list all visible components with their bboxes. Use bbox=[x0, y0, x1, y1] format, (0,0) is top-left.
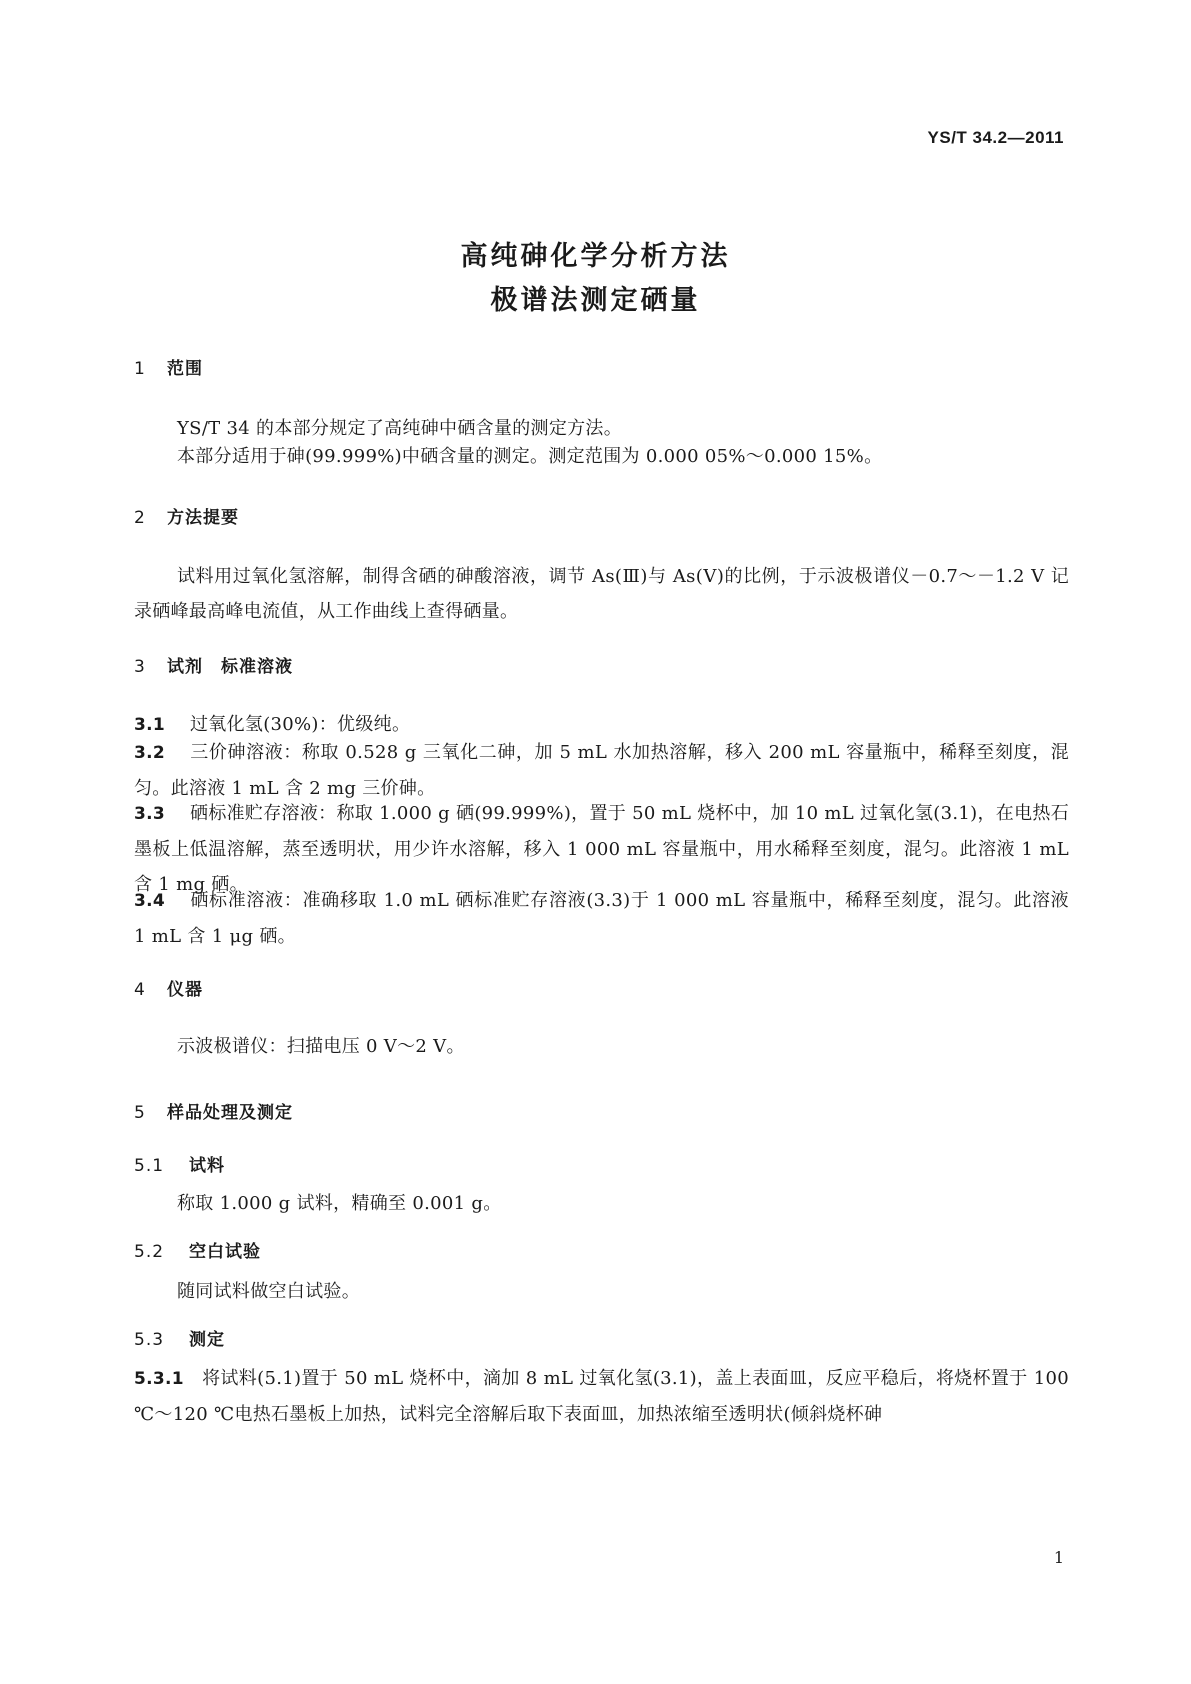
page-number: 1 bbox=[1053, 1548, 1064, 1567]
clause-number: 3.2 bbox=[134, 743, 166, 763]
clause-number: 5.3.1 bbox=[134, 1369, 184, 1389]
section-number: 2 bbox=[134, 508, 146, 528]
section-2-paragraph-1: 试料用过氧化氢溶解，制得含硒的砷酸溶液，调节 As(Ⅲ)与 As(Ⅴ)的比例，于示波极谱仪－0.7～－1.2 V 记录硒峰最高峰电流值，从工作曲线上查得硒量。 bbox=[134, 566, 1069, 622]
section-number: 3 bbox=[134, 657, 146, 677]
section-4-heading bbox=[134, 975, 203, 1000]
clause-text: 三价砷溶液：称取 0.528 g 三氧化二砷，加 5 mL 水加热溶解，移入 200 mL 容量瓶中，稀释至刻度，混匀。此溶液 1 mL 含 2 mg 三价砷。 bbox=[134, 742, 1069, 799]
clause-number: 3.4 bbox=[134, 891, 166, 911]
section-number: 5 bbox=[134, 1103, 146, 1123]
section-title: 范围 bbox=[167, 359, 203, 379]
section-title: 方法提要 bbox=[167, 508, 239, 528]
standard-code: YS/T 34.2—2011 bbox=[927, 128, 1064, 147]
clause-text: 硒标准溶液：准确移取 1.0 mL 硒标准贮存溶液(3.3)于 1 000 mL 容量瓶中，稀释至刻度，混匀。此溶液 1 mL 含 1 μg 硒。 bbox=[134, 890, 1069, 947]
section-number: 4 bbox=[134, 980, 146, 1000]
section-5-heading bbox=[134, 1098, 293, 1123]
document-title-line-1: 高纯砷化学分析方法 bbox=[460, 241, 731, 272]
subsection-title: 测定 bbox=[189, 1330, 225, 1350]
clause-text: 硒标准贮存溶液：称取 1.000 g 硒(99.999%)，置于 50 mL 烧杯中，加 10 mL 过氧化氢(3.1)，在电热石墨板上低温溶解，蒸至透明状，用少许水溶解，移入 1 000 mL 容量瓶中，用水稀释至刻度，混匀。此溶液 1 mL 含 1 mg 硒。 bbox=[134, 803, 1069, 895]
section-title: 样品处理及测定 bbox=[167, 1103, 293, 1123]
clause-5-3-1 bbox=[134, 1361, 1069, 1432]
clause-text: 将试料(5.1)置于 50 mL 烧杯中，滴加 8 mL 过氧化氢(3.1)，盖上表面皿，反应平稳后，将烧杯置于 100 ℃～120 ℃电热石墨板上加热，试料完全溶解后取下表面皿，加热浓缩至透明状(倾斜烧杯砷 bbox=[134, 1368, 1069, 1425]
subsection-number: 5.2 bbox=[134, 1242, 165, 1262]
section-1-paragraph-2: 本部分适用于砷(99.999%)中硒含量的测定。测定范围为 0.000 05%～0.000 15%。 bbox=[177, 446, 883, 467]
subsection-number: 5.1 bbox=[134, 1156, 165, 1176]
section-title: 试剂 标准溶液 bbox=[167, 657, 293, 677]
clause-text: 过氧化氢(30%)：优级纯。 bbox=[190, 714, 411, 735]
clause-3-4 bbox=[134, 883, 1069, 954]
subsection-title: 空白试验 bbox=[189, 1242, 261, 1262]
section-2-heading bbox=[134, 503, 239, 528]
subsection-5-2-heading bbox=[134, 1237, 261, 1262]
section-4-paragraph-1: 示波极谱仪：扫描电压 0 V～2 V。 bbox=[177, 1036, 465, 1057]
clause-number: 3.3 bbox=[134, 804, 166, 824]
section-1-heading bbox=[134, 354, 203, 379]
subsection-5-3-heading bbox=[134, 1325, 225, 1350]
subsection-number: 5.3 bbox=[134, 1330, 165, 1350]
subsection-5-1-heading bbox=[134, 1151, 225, 1176]
clause-number: 3.1 bbox=[134, 715, 166, 735]
subsection-title: 试料 bbox=[189, 1156, 225, 1176]
subsection-5-1-paragraph: 称取 1.000 g 试料，精确至 0.001 g。 bbox=[177, 1193, 502, 1214]
section-number: 1 bbox=[134, 359, 146, 379]
section-1-paragraph-1: YS/T 34 的本部分规定了高纯砷中硒含量的测定方法。 bbox=[177, 418, 623, 439]
section-title: 仪器 bbox=[167, 980, 203, 1000]
section-3-heading bbox=[134, 652, 293, 677]
subsection-5-2-paragraph: 随同试料做空白试验。 bbox=[177, 1281, 360, 1302]
document-title-line-2: 极谱法测定硒量 bbox=[490, 285, 701, 316]
